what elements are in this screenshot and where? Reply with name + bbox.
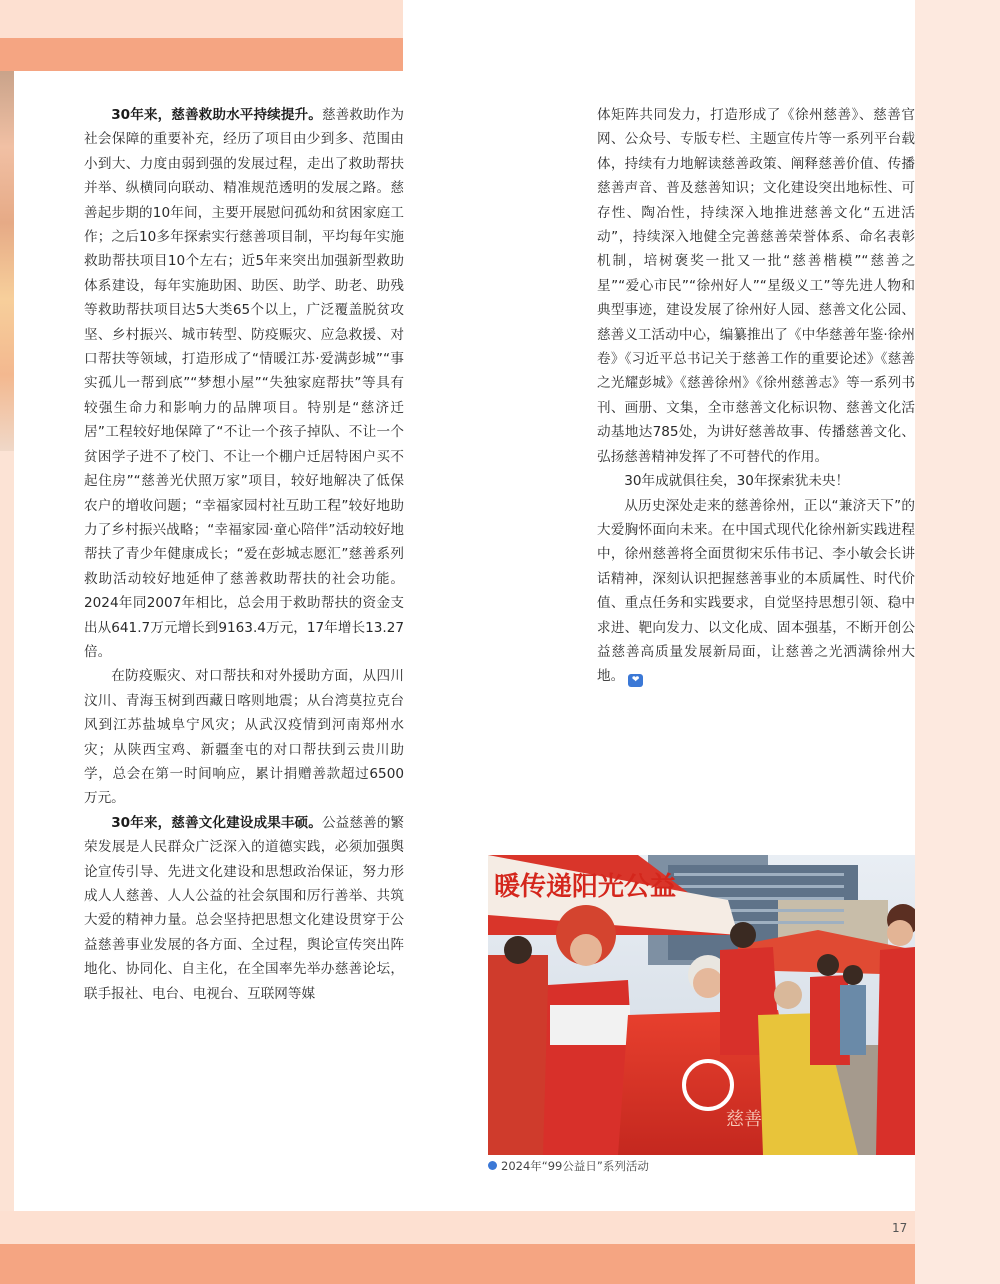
end-mark-icon: ❤ [628, 674, 643, 687]
bottom-band-dark [0, 1244, 915, 1284]
paragraph-text: 30年成就俱往矣，30年探索犹未央！ [624, 473, 850, 490]
top-band-dark [0, 38, 403, 71]
event-photo [488, 855, 915, 1155]
top-band-light [0, 0, 403, 38]
left-margin-strip [0, 451, 14, 1211]
caption-text: 2024年“99公益日”系列活动 [501, 1159, 649, 1173]
caption-bullet-icon [488, 1161, 497, 1170]
paragraph-lead: 30年来，慈善文化建设成果丰硕。 [111, 814, 322, 831]
paragraph-future [597, 494, 915, 689]
paragraph-text: 体矩阵共同发力，打造形成了《徐州慈善》、慈善官网、公众号、专版专栏、主题宣传片等一系列平台载体，持续有力地解读慈善政策、阐释慈善价值、传播慈善声音、普及慈善知识；文化建设突出地标性、可存性、陶冶性，持续深入地推进慈善文化“五进活动”，持续深入地健全完善慈善荣誉体系、命名表彰机制，培树褒奖一批又一批“慈善楷模”“慈善之星”“爱心市民”“徐州好人”“星级义工”等先进人物和典型事迹，建设发展了徐州好人园、慈善文化公园、慈善义工活动中心，编纂推出了《中华慈善年鉴·徐州卷》《习近平总书记关于慈善工作的重要论述》《慈善之光耀彭城》《慈善徐州》《徐州慈善志》等一系列书刊、画册、文集，全市慈善文化标识物、慈善文化活动基地达785处，为讲好慈善故事、传播慈善文化、弘扬慈善精神发挥了不可替代的作用。 [597, 107, 915, 465]
left-edge-photo [0, 71, 14, 451]
page-number: 17 [892, 1221, 908, 1235]
paragraph-text: 公益慈善的繁荣发展是人民群众广泛深入的道德实践，必须加强舆论宣传引导、先进文化建设和思想政治保证，努力形成人人慈善、人人公益的社会氛围和厉行善举、共筑大爱的精神力量。总会坚持把思想文化建设贯穿于公益慈善事业发展的各方面、全过程，舆论宣传突出阵地化、协同化、自主化，在全国率先举办慈善论坛，联手报社、电台、电视台、互联网等媒 [84, 814, 405, 1002]
paragraph-culture [84, 811, 404, 1006]
paragraph-text: 在防疫赈灾、对口帮扶和对外援助方面，从四川汶川、青海玉树到西藏日喀则地震；从台湾莫拉克台风到江苏盐城阜宁风灾；从武汉疫情到河南郑州水灾；从陕西宝鸡、新疆奎屯的对口帮扶到云贵川助学，总会在第一时间响应，累计捐赠善款超过6500万元。 [84, 668, 404, 807]
bottom-band-light [0, 1211, 915, 1244]
paragraph-text: 从历史深处走来的慈善徐州，正以“兼济天下”的大爱胸怀面向未来。在中国式现代化徐州新实践进程中，徐州慈善将全面贯彻宋乐伟书记、李小敏会长讲话精神，深刻认识把握慈善事业的本质属性、时代价值、重点任务和实践要求，自觉坚持思想引领、稳中求进、靶向发力、以文化成、固本强基，不断开创公益慈善高质量发展新局面，让慈善之光洒满徐州大地。 [597, 497, 915, 685]
paragraph-text: 慈善救助作为社会保障的重要补充，经历了项目由少到多、范围由小到大、力度由弱到强的发展过程，走出了救助帮扶并举、纵横同向联动、精准规范透明的发展之路。慈善起步期的10年间，主要开展慰问孤幼和贫困家庭工作；之后10多年探索实行慈善项目制，平均每年实施救助帮扶项目10个左右；近5年来突出加强新型救助体系建设，每年实施助困、助医、助学、助老、助残等救助帮扶项目达5大类65个以上，广泛覆盖脱贫攻坚、乡村振兴、城市转型、防疫赈灾、应急救援、对口帮扶等领域，打造形成了“情暖江苏·爱满彭城”“事实孤儿一帮到底”“梦想小屋”“失独家庭帮扶”等具有较强生命力和影响力的品牌项目。特别是“慈济迁居”工程较好地保障了“不让一个孩子掉队、不让一个贫困学子进不了校门、不让一个棚户迁居特困户买不起住房”“慈善光伏照万家”项目，较好地解决了低保农户的增收问题；“幸福家园村社互助工程”较好地助力了乡村振兴战略；“幸福家园·童心陪伴”活动较好地帮扶了青少年健康成长；“爱在彭城志愿汇”慈善系列救助活动较好地延伸了慈善救助帮扶的社会功能。2024年同2007年相比，总会用于救助帮扶的资金支出从641.7万元增长到9163.4万元，17年增长13.27倍。 [84, 107, 405, 660]
left-column [84, 103, 404, 1006]
right-column [597, 103, 915, 689]
photo-caption [488, 1158, 649, 1174]
svg-text:慈善: 慈善 [726, 1109, 762, 1130]
right-margin-strip [915, 0, 1000, 1284]
paragraph-summary [597, 469, 915, 493]
paragraph-disaster-relief [84, 664, 404, 810]
paragraph-lead: 30年来，慈善救助水平持续提升。 [111, 107, 322, 123]
paragraph-culture-continued [597, 103, 915, 469]
paragraph-relief [84, 103, 404, 664]
banner-text: 暖传递阳光公益 [494, 872, 677, 902]
